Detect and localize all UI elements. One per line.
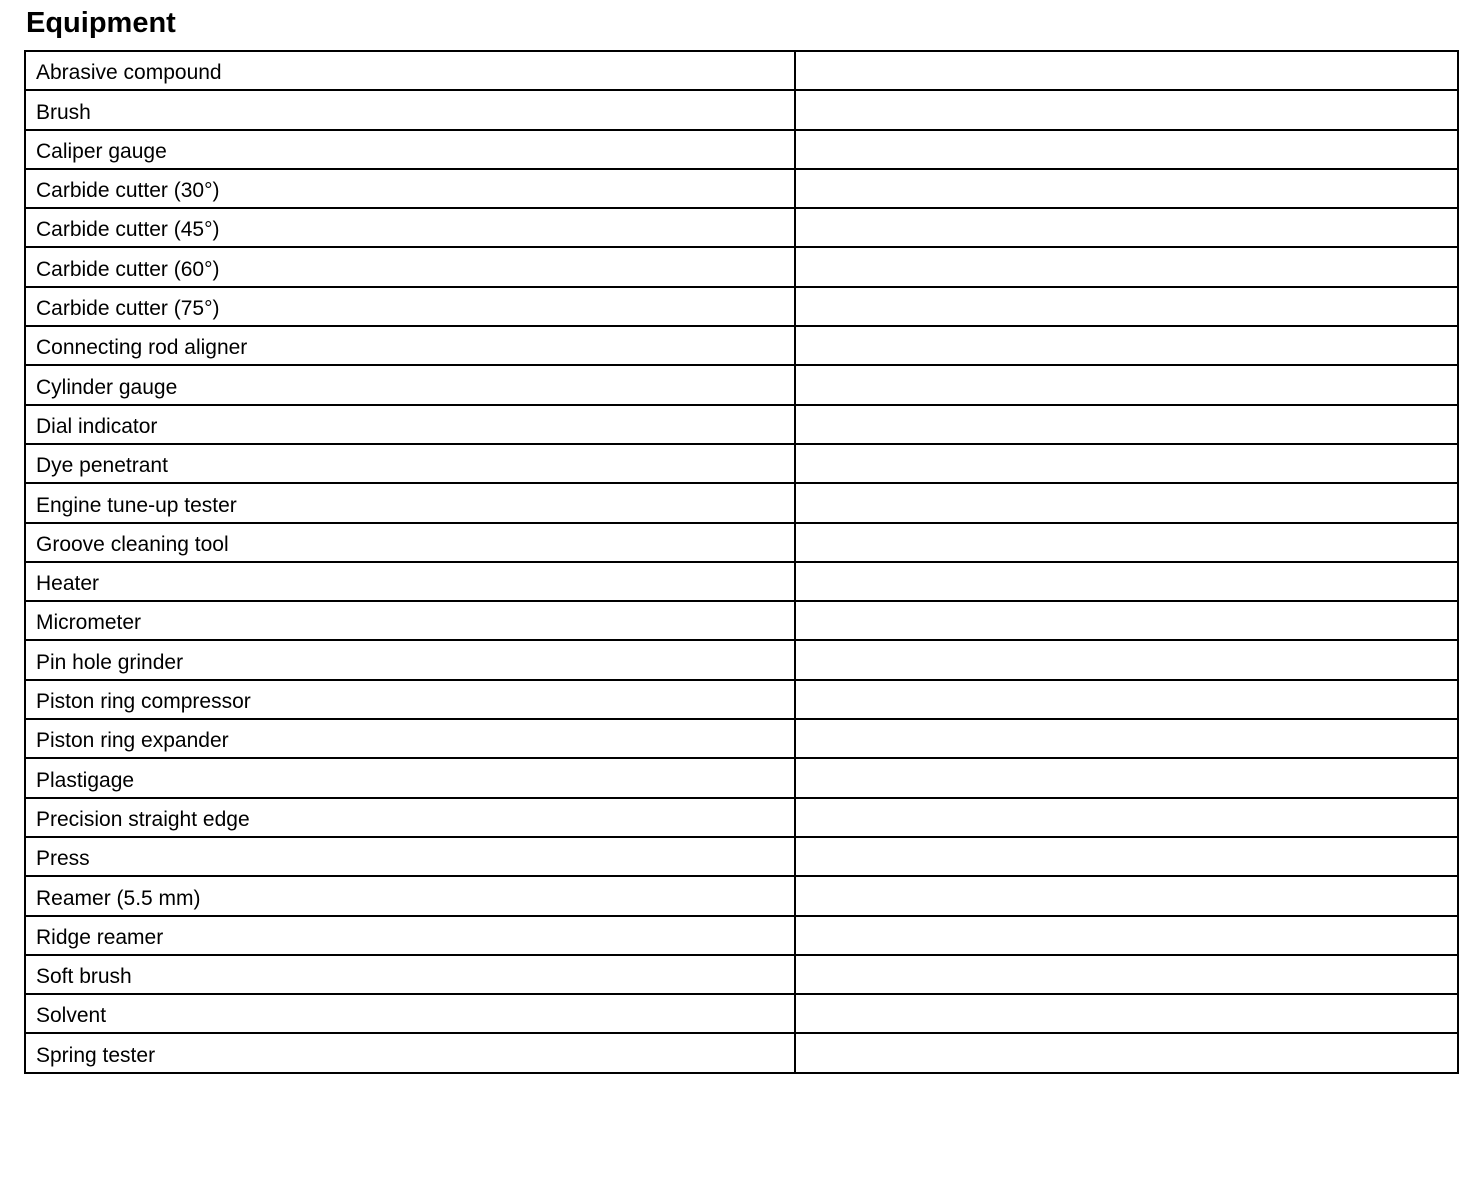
equipment-value-cell: [795, 483, 1458, 522]
table-row: [25, 405, 1458, 444]
table-row: [25, 994, 1458, 1033]
table-row: [25, 169, 1458, 208]
table-row: [25, 837, 1458, 876]
equipment-value-cell: [795, 444, 1458, 483]
table-row: [25, 876, 1458, 915]
equipment-table: [24, 50, 1459, 1074]
equipment-value-cell: [795, 169, 1458, 208]
equipment-value-cell: [795, 90, 1458, 129]
equipment-value-cell: [795, 680, 1458, 719]
equipment-name-cell: Plastigage: [25, 758, 795, 797]
equipment-name-cell: Brush: [25, 90, 795, 129]
equipment-name-cell: Micrometer: [25, 601, 795, 640]
equipment-name-cell: Ridge reamer: [25, 916, 795, 955]
equipment-value-cell: [795, 287, 1458, 326]
equipment-value-cell: [795, 562, 1458, 601]
table-row: [25, 130, 1458, 169]
equipment-value-cell: [795, 208, 1458, 247]
equipment-value-cell: [795, 601, 1458, 640]
equipment-value-cell: [795, 247, 1458, 286]
equipment-table-body: [25, 51, 1458, 1073]
table-row: [25, 208, 1458, 247]
equipment-name-cell: Solvent: [25, 994, 795, 1033]
equipment-value-cell: [795, 405, 1458, 444]
equipment-name-cell: Carbide cutter (30°): [25, 169, 795, 208]
table-row: [25, 1033, 1458, 1072]
table-row: [25, 640, 1458, 679]
equipment-value-cell: [795, 523, 1458, 562]
equipment-name-cell: Abrasive compound: [25, 51, 795, 90]
table-row: [25, 523, 1458, 562]
equipment-name-cell: Spring tester: [25, 1033, 795, 1072]
equipment-value-cell: [795, 326, 1458, 365]
table-row: [25, 955, 1458, 994]
table-row: [25, 247, 1458, 286]
equipment-value-cell: [795, 994, 1458, 1033]
equipment-name-cell: Dial indicator: [25, 405, 795, 444]
equipment-value-cell: [795, 1033, 1458, 1072]
page-title: Equipment: [26, 7, 176, 39]
equipment-name-cell: Press: [25, 837, 795, 876]
equipment-name-cell: Pin hole grinder: [25, 640, 795, 679]
table-row: [25, 287, 1458, 326]
table-row: [25, 483, 1458, 522]
table-row: [25, 326, 1458, 365]
equipment-value-cell: [795, 130, 1458, 169]
table-row: [25, 562, 1458, 601]
table-row: [25, 90, 1458, 129]
equipment-value-cell: [795, 758, 1458, 797]
table-row: [25, 798, 1458, 837]
equipment-value-cell: [795, 798, 1458, 837]
equipment-value-cell: [795, 955, 1458, 994]
equipment-name-cell: Heater: [25, 562, 795, 601]
equipment-name-cell: Connecting rod aligner: [25, 326, 795, 365]
equipment-name-cell: Caliper gauge: [25, 130, 795, 169]
table-row: [25, 51, 1458, 90]
table-row: [25, 444, 1458, 483]
equipment-value-cell: [795, 916, 1458, 955]
equipment-value-cell: [795, 719, 1458, 758]
equipment-name-cell: Precision straight edge: [25, 798, 795, 837]
equipment-value-cell: [795, 837, 1458, 876]
equipment-value-cell: [795, 51, 1458, 90]
table-row: [25, 601, 1458, 640]
table-row: [25, 916, 1458, 955]
equipment-name-cell: Engine tune-up tester: [25, 483, 795, 522]
equipment-value-cell: [795, 876, 1458, 915]
equipment-name-cell: Carbide cutter (45°): [25, 208, 795, 247]
table-row: [25, 719, 1458, 758]
table-row: [25, 680, 1458, 719]
equipment-name-cell: Soft brush: [25, 955, 795, 994]
table-row: [25, 758, 1458, 797]
equipment-name-cell: Piston ring expander: [25, 719, 795, 758]
equipment-name-cell: Carbide cutter (75°): [25, 287, 795, 326]
equipment-value-cell: [795, 365, 1458, 404]
equipment-name-cell: Dye penetrant: [25, 444, 795, 483]
equipment-value-cell: [795, 640, 1458, 679]
equipment-name-cell: Groove cleaning tool: [25, 523, 795, 562]
equipment-name-cell: Carbide cutter (60°): [25, 247, 795, 286]
table-row: [25, 365, 1458, 404]
equipment-name-cell: Piston ring compressor: [25, 680, 795, 719]
equipment-name-cell: Reamer (5.5 mm): [25, 876, 795, 915]
equipment-name-cell: Cylinder gauge: [25, 365, 795, 404]
